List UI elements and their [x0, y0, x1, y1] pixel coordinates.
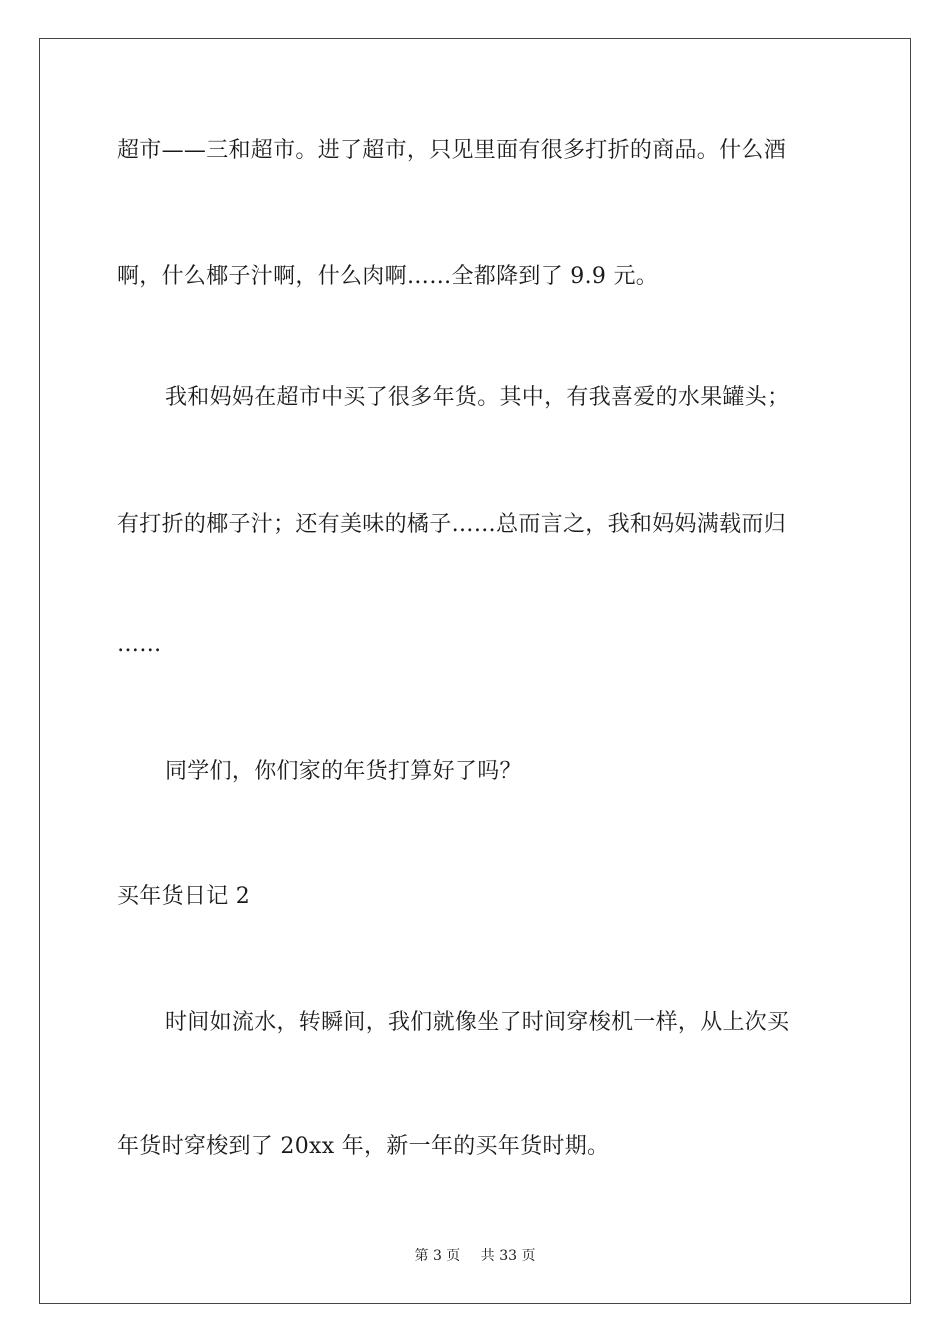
page-footer: [0, 1246, 950, 1266]
page-number-total: 共 33 页: [480, 1248, 536, 1264]
page-frame: [39, 38, 911, 1304]
paragraph-line-4: 有打折的椰子汁；还有美味的橘子……总而言之，我和妈妈满载而归: [117, 512, 787, 537]
paragraph-line-2: 啊，什么椰子汁啊，什么肉啊……全都降到了 9.9 元。: [117, 264, 659, 289]
section-heading: 买年货日记 2: [117, 884, 251, 909]
paragraph-line-8: 年货时穿梭到了 20xx 年，新一年的买年货时期。: [117, 1134, 610, 1159]
page-number-current: 第 3 页: [414, 1248, 461, 1264]
paragraph-line-1: 超市——三和超市。进了超市，只见里面有很多打折的商品。什么酒: [117, 138, 787, 163]
paragraph-line-5: ……: [117, 632, 162, 657]
paragraph-line-6: 同学们，你们家的年货打算好了吗？: [165, 759, 522, 784]
paragraph-line-3: 我和妈妈在超市中买了很多年货。其中，有我喜爱的水果罐头；: [165, 385, 790, 410]
paragraph-line-7: 时间如流水，转瞬间，我们就像坐了时间穿梭机一样，从上次买: [165, 1010, 790, 1035]
